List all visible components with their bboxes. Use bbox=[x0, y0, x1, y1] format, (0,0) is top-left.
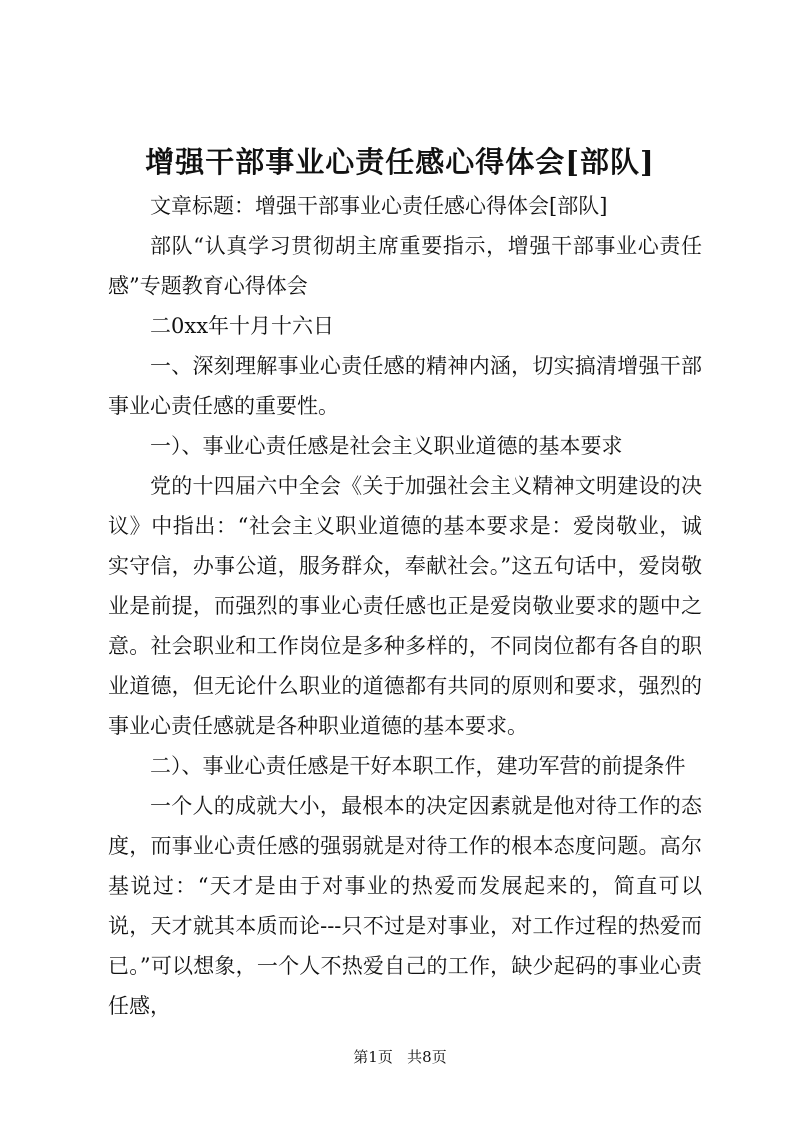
page-number: 第1页 bbox=[353, 1048, 393, 1066]
paragraph-article-title: 文章标题：增强干部事业心责任感心得体会[部队] bbox=[150, 194, 608, 218]
paragraph-section-heading-1: 一、深刻理解事业心责任感的精神内涵，切实搞清增强干部事业心责任感的重要性。 bbox=[108, 354, 702, 418]
paragraph-subtitle: 部队“认真学习贯彻胡主席重要指示，增强干部事业心责任感”专题教育心得体会 bbox=[108, 234, 702, 298]
document-body bbox=[108, 186, 702, 1026]
footer-spacer bbox=[398, 1048, 403, 1066]
paragraph-subheading-2: 二）、事业心责任感是干好本职工作，建功军营的前提条件 bbox=[150, 754, 686, 778]
paragraph-date: 二0xx年十月十六日 bbox=[150, 314, 335, 338]
paragraph-body-2: 一个人的成就大小，最根本的决定因素就是他对待工作的态度，而事业心责任感的强弱就是对待工作的根本态度问题。高尔基说过：“天才是由于对事业的热爱而发展起来的，简直可以说，天才就其本质而论---只不过是对事业，对工作过程的热爱而已。”可以想象，一个人不热爱自己的工作，缺少起码的事业心责任感， bbox=[108, 794, 702, 1018]
paragraph-subheading-1: 一）、事业心责任感是社会主义职业道德的基本要求 bbox=[150, 434, 623, 458]
paragraph-body-1: 党的十四届六中全会《关于加强社会主义精神文明建设的决议》中指出：“社会主义职业道德的基本要求是：爱岗敬业，诚实守信，办事公道，服务群众，奉献社会。”这五句话中，爱岗敬业是前提，而强烈的事业心责任感也正是爱岗敬业要求的题中之意。社会职业和工作岗位是多种多样的，不同岗位都有各自的职业道德，但无论什么职业的道德都有共同的原则和要求，强烈的事业心责任感就是各种职业道德的基本要求。 bbox=[108, 474, 702, 738]
document-title: 增强干部事业心责任感心得体会[部队] bbox=[145, 145, 655, 179]
page-footer bbox=[0, 1047, 800, 1067]
total-pages: 共8页 bbox=[407, 1048, 447, 1066]
